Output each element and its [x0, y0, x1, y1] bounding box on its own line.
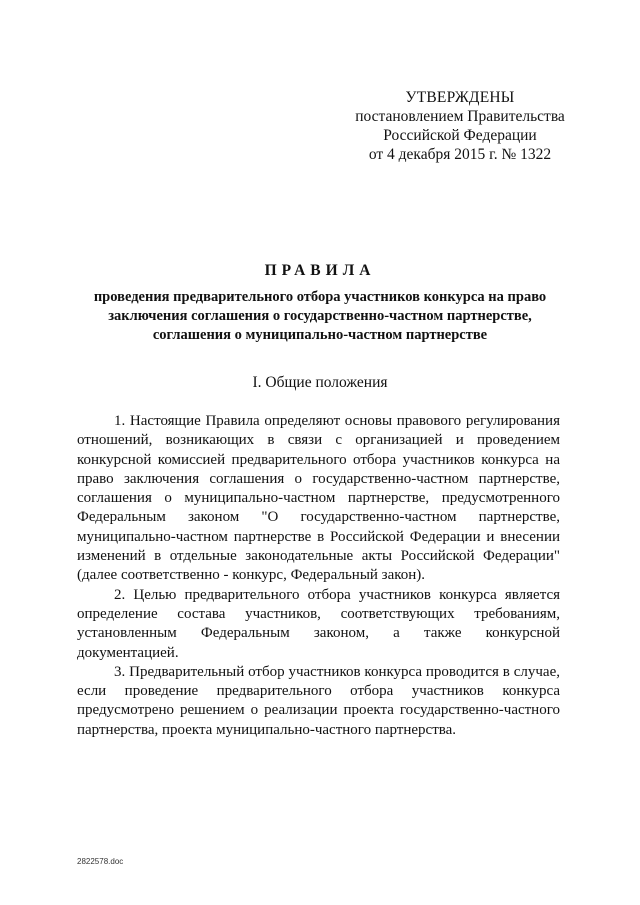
approval-line-3: от 4 декабря 2015 г. № 1322	[368, 146, 552, 163]
approval-heading: УТВЕРЖДЕНЫ	[405, 89, 515, 106]
approval-stamp	[310, 88, 610, 164]
document-subtitle	[60, 288, 580, 345]
paragraph-1: 1. Настоящие Правила определяют основы правового регулирования отношений, возникающих в связи с организацией и проведением конкурсной комиссией предварительного отбора участников конкурса на право заключения соглашения о государственно-частном партнерстве, соглашения о муниципально-частном партнерстве, предусмотренного Федеральным законом "О государственно-частном партнерстве, муниципально-частном партнерстве в Российской Федерации и внесении изменений в отдельные законодательные акты Российской Федерации" (далее соответственно - конкурс, Федеральный закон).	[77, 413, 560, 584]
document-body	[77, 412, 560, 740]
document-title: ПРАВИЛА	[264, 262, 376, 279]
subtitle-line-3: соглашения о муниципально-частном партнерстве	[152, 327, 488, 343]
section-heading: I. Общие положения	[252, 374, 388, 391]
approval-line-1: постановлением Правительства	[355, 108, 565, 125]
file-name-footer: 2822578.doc	[77, 857, 124, 866]
subtitle-line-2: заключения соглашения о государственно-частном партнерстве,	[108, 308, 532, 324]
paragraph-3: 3. Предварительный отбор участников конкурса проводится в случае, если проведение предварительного отбора участников конкурса предусмотрено решением о реализации проекта государственно-частного партнерства, проекта муниципально-частного партнерства.	[77, 663, 560, 738]
subtitle-line-1: проведения предварительного отбора участников конкурса на право	[93, 289, 547, 305]
approval-line-2: Российской Федерации	[383, 127, 537, 144]
paragraph-2: 2. Целью предварительного отбора участников конкурса является определение состава участников, соответствующих требованиям, установленным Федеральным законом, а также конкурсной документацией.	[77, 586, 560, 661]
